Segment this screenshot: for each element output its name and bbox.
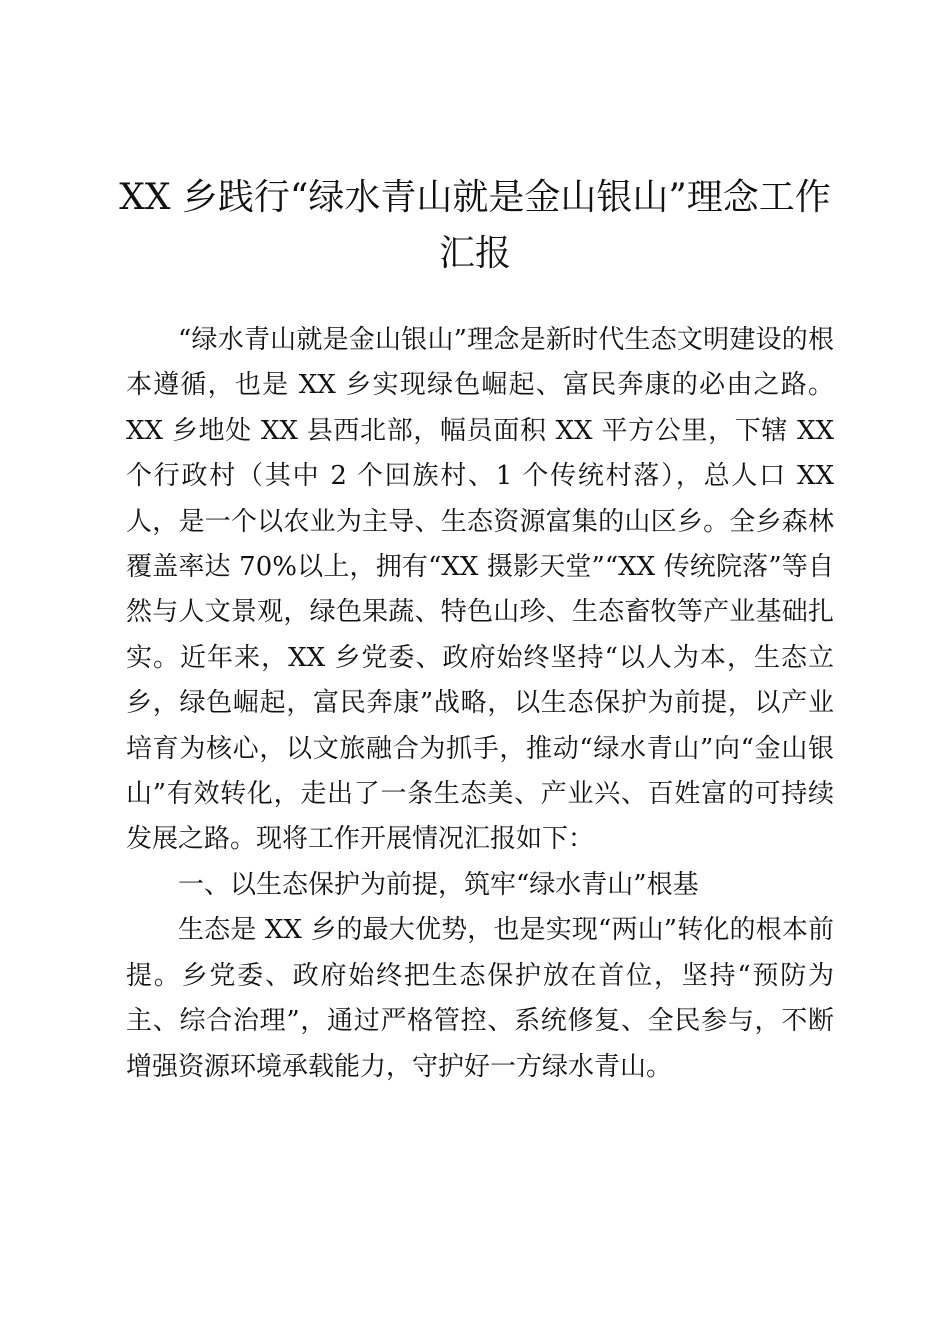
paragraph-intro: “绿水青山就是金山银山”理念是新时代生态文明建设的根本遵循，也是 XX 乡实现绿色崛起、富民奔康的必由之路。XX 乡地处 XX 县西北部，幅员面积 XX 平方公里，下辖 XX 个行政村（其中 2 个回族村、1 个传统村落），总人口 XX 人，是一个以农业为主导、生态资源富集的山区乡。全乡森林覆盖率达 70%以上，拥有“XX 摄影天堂”“XX 传统院落”等自然与人文景观，绿色果蔬、特色山珍、生态畜牧等产业基础扎实。近年来，XX 乡党委、政府始终坚持“以人为本，生态立乡，绿色崛起，富民奔康”战略，以生态保护为前提，以产业培育为核心，以文旅融合为抓手，推动“绿水青山”向“金山银山”有效转化，走出了一条生态美、产业兴、百姓富的可持续发展之路。现将工作开展情况汇报如下： bbox=[126, 325, 834, 855]
paragraph-ecology: 生态是 XX 乡的最大优势，也是实现“两山”转化的根本前提。乡党委、政府始终把生态保护放在首位，坚持“预防为主、综合治理”，通过严格管控、系统修复、全民参与，不断增强资源环境承载能力，守护好一方绿水青山。 bbox=[126, 915, 834, 1082]
document-body bbox=[126, 318, 834, 1090]
document-title: XX 乡践行“绿水青山就是金山银山”理念工作汇报 bbox=[119, 177, 831, 274]
section-heading: 一、以生态保护为前提，筑牢“绿水青山”根基 bbox=[178, 869, 699, 900]
